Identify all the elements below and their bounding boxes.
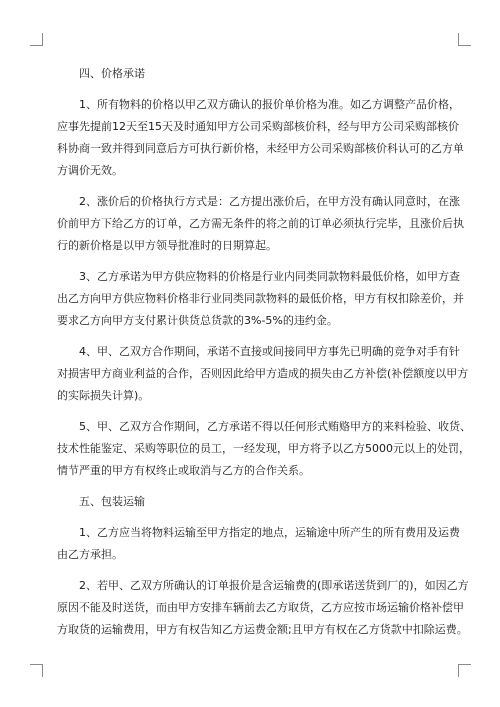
- text-line: 方取货的运输费用，甲方有权告知乙方运费金额;且甲方有权在乙方货款中扣除运费。: [57, 623, 468, 636]
- text-line: 3、乙方承诺为甲方供应物料的价格是行业内同类同款物料最低价格，如甲方查: [79, 270, 460, 283]
- text-line: 技术性能鉴定、采购等职位的员工，一经发现，甲方将予以乙方5000元以上的处罚，: [57, 442, 470, 455]
- document-body: [57, 63, 471, 641]
- paragraph-price-2: [57, 191, 464, 257]
- paragraph-price-5: [57, 416, 471, 482]
- text-line: 5、甲、乙双方合作期间，乙方承诺不得以任何形式贿赂甲方的来料检验、收货、: [79, 420, 471, 433]
- text-line: 2、涨价后的价格执行方式是：乙方提出涨价后，在甲方没有确认同意时，在涨: [79, 195, 460, 208]
- section-heading-packaging: 五、包装运输: [79, 495, 145, 508]
- text-line: 对损害甲方商业利益的合作，否则因此给甲方造成的损失由乙方补偿(补偿额度以甲方: [57, 367, 469, 380]
- paragraph-price-1: [57, 94, 464, 182]
- text-line: 方调价无效。: [57, 164, 123, 177]
- text-line: 的实际损失计算)。: [57, 389, 150, 402]
- text-line: 原因不能及时送货，而由甲方安排车辆前去乙方取货，乙方应按市场运输价格补偿甲: [57, 601, 464, 614]
- text-line: 1、所有物料的价格以甲乙双方确认的报价单价格为准。如乙方调整产品价格，: [79, 98, 460, 111]
- text-line: 应事先提前12天至15天及时通知甲方公司采购部核价科，经与甲方公司采购部核价: [57, 120, 459, 133]
- text-line: 科协商一致并得到同意后方可执行新价格，未经甲方公司采购部核价科认可的乙方单: [57, 142, 464, 155]
- crop-mark-top-right: [458, 33, 471, 46]
- paragraph-packaging-2: [57, 575, 469, 641]
- text-line: 价前甲方下给乙方的订单，乙方需无条件的将之前的订单必须执行完毕，且涨价后执: [57, 217, 464, 230]
- section-heading-price: 四、价格承诺: [79, 67, 145, 80]
- text-line: 要求乙方向甲方支付累计供货总货款的3%-5%的违约金。: [57, 314, 338, 327]
- paragraph-price-3: [57, 266, 464, 332]
- text-line: 出乙方向甲方供应物料价格非行业同类同款物料的最低价格，甲方有权扣除差价，并: [57, 292, 464, 305]
- text-line: 行的新价格是以甲方领导批准时的日期算起。: [57, 239, 277, 252]
- crop-mark-bottom-right: [458, 664, 471, 677]
- text-line: 4、甲、乙双方合作期间，承诺不直接或间接同甲方事先已明确的竞争对手有针: [79, 345, 460, 358]
- paragraph-packaging-1: [57, 522, 460, 566]
- text-line: 情节严重的甲方有权终止或取消与乙方的合作关系。: [57, 464, 310, 477]
- crop-mark-bottom-left: [30, 664, 43, 677]
- text-line: 1、乙方应当将物料运输至甲方指定的地点，运输途中所产生的所有费用及运费: [79, 526, 460, 539]
- paragraph-price-4: [57, 341, 469, 407]
- text-line: 由乙方承担。: [57, 548, 123, 561]
- crop-mark-top-left: [30, 33, 43, 46]
- text-line: 2、若甲、乙双方所确认的订单报价是含运输费的(即承诺送货到厂的)，如因乙方: [79, 579, 469, 592]
